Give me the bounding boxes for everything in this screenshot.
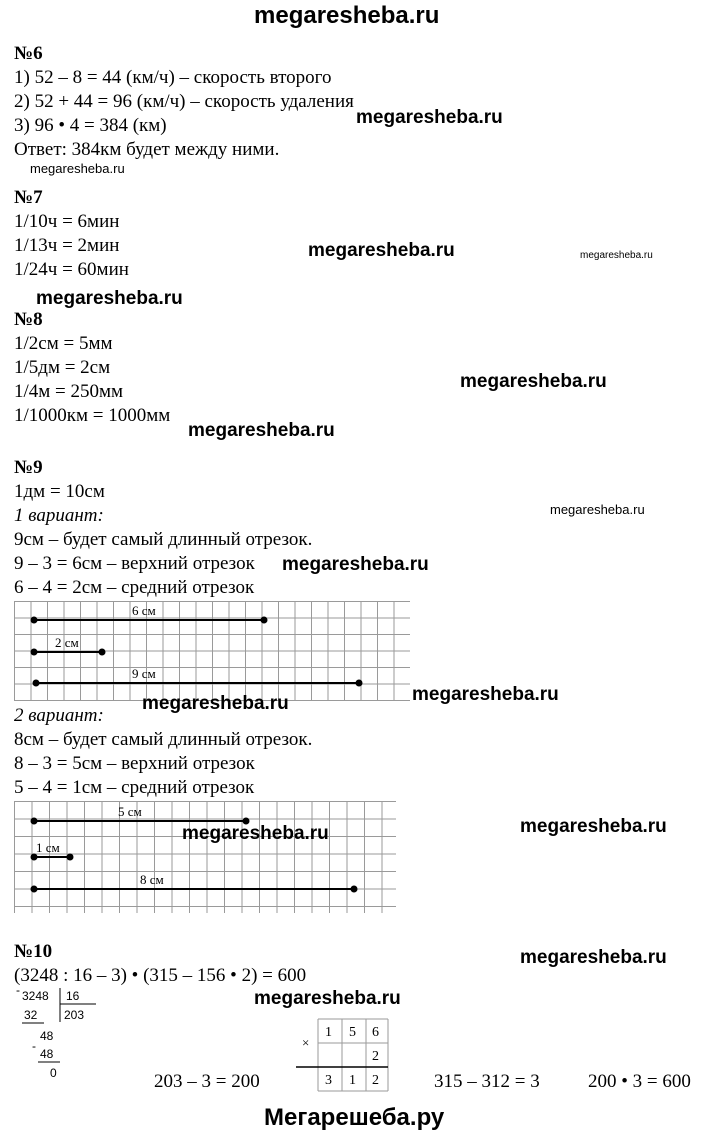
- task10-title: №10: [14, 941, 53, 962]
- task9-variant2-label: 2 вариант:: [14, 705, 104, 726]
- segment-8cm: [31, 872, 358, 893]
- task7-title: №7: [14, 187, 43, 208]
- task7-line-1: 1/10ч = 6мин: [14, 211, 120, 232]
- watermark: megaresheba.ru: [520, 947, 667, 968]
- division-step-3: 48: [40, 1047, 54, 1061]
- task6-line-3: 3) 96 • 4 = 384 (км): [14, 115, 167, 136]
- task6-line-1: 1) 52 – 8 = 44 (км/ч) – скорость второго: [14, 67, 332, 88]
- task9-variant2-line-2: 8 – 3 = 5см – верхний отрезок: [14, 753, 255, 774]
- division-step-1: 32: [24, 1008, 38, 1022]
- division-divisor: 16: [66, 989, 80, 1003]
- segment-label-8cm: 8 см: [140, 872, 164, 887]
- segment-grid-2: [14, 801, 396, 913]
- segment-grid-1: [14, 601, 410, 701]
- task9-variant1-label: 1 вариант:: [14, 505, 104, 526]
- segment-label-9cm: 9 см: [132, 666, 156, 681]
- task8-line-4: 1/1000км = 1000мм: [14, 405, 171, 426]
- watermark: megaresheba.ru: [550, 502, 645, 517]
- watermark: megaresheba.ru: [580, 250, 653, 261]
- task6-title: №6: [14, 43, 43, 64]
- watermark: megaresheba.ru: [188, 420, 335, 441]
- division-quotient: 203: [64, 1008, 85, 1022]
- task8-line-3: 1/4м = 250мм: [14, 381, 124, 402]
- mult-top-digit-2: 5: [349, 1025, 356, 1040]
- task9-variant1-line-2: 9 – 3 = 6см – верхний отрезок: [14, 553, 255, 574]
- watermark: megaresheba.ru: [30, 161, 125, 176]
- segment-label-6cm: 6 см: [132, 603, 156, 618]
- multiplication-sign: ×: [302, 1035, 310, 1050]
- task9-title: №9: [14, 457, 43, 478]
- segment-label-5cm: 5 см: [118, 804, 142, 819]
- task9-variant1-line-1: 9см – будет самый длинный отрезок.: [14, 529, 313, 550]
- watermark: megaresheba.ru: [460, 371, 607, 392]
- watermark: megaresheba.ru: [182, 823, 329, 844]
- task9-variant2-line-1: 8см – будет самый длинный отрезок.: [14, 729, 313, 750]
- task10-result-3: 200 • 3 = 600: [588, 1071, 691, 1092]
- mult-result-digit-1: 3: [325, 1073, 332, 1088]
- watermark: megaresheba.ru: [520, 816, 667, 837]
- task10-expression: (3248 : 16 – 3) • (315 – 156 • 2) = 600: [14, 965, 307, 986]
- mult-top-digit-3: 6: [372, 1025, 379, 1040]
- mult-result-digit-2: 1: [349, 1073, 356, 1088]
- watermark: megaresheba.ru: [412, 684, 559, 705]
- segment-label-2cm: 2 см: [55, 635, 79, 650]
- mult-multiplier: 2: [372, 1049, 379, 1064]
- task9-variant2-line-3: 5 – 4 = 1см – средний отрезок: [14, 777, 255, 798]
- watermark: megaresheba.ru: [142, 693, 289, 714]
- segment-5cm: [31, 804, 250, 825]
- multiplication-grid: [294, 1017, 390, 1093]
- task10-result-2: 315 – 312 = 3: [434, 1071, 540, 1092]
- division-minus-2: -: [32, 1039, 36, 1053]
- task7-line-2: 1/13ч = 2мин: [14, 235, 120, 256]
- task7-line-3: 1/24ч = 60мин: [14, 259, 129, 280]
- watermark: megaresheba.ru: [308, 240, 455, 261]
- mult-result-digit-3: 2: [372, 1073, 379, 1088]
- long-division: [14, 986, 110, 1086]
- watermark: megaresheba.ru: [36, 288, 183, 309]
- site-header: megaresheba.ru: [254, 2, 440, 29]
- segment-6cm: [31, 603, 268, 624]
- division-minus-1: -: [16, 986, 20, 997]
- task9-variant1-line-3: 6 – 4 = 2см – средний отрезок: [14, 577, 255, 598]
- task8-line-1: 1/2см = 5мм: [14, 333, 113, 354]
- mult-top-digit-1: 1: [325, 1025, 332, 1040]
- segment-9cm: [33, 666, 363, 687]
- watermark: megaresheba.ru: [282, 554, 429, 575]
- division-step-2: 48: [40, 1029, 54, 1043]
- task6-line-2: 2) 52 + 44 = 96 (км/ч) – скорость удаления: [14, 91, 354, 112]
- task8-title: №8: [14, 309, 43, 330]
- task9-intro: 1дм = 10см: [14, 481, 105, 502]
- watermark: megaresheba.ru: [254, 988, 401, 1009]
- segment-2cm: [31, 635, 106, 656]
- task8-line-2: 1/5дм = 2см: [14, 357, 111, 378]
- task10-result-1: 203 – 3 = 200: [154, 1071, 260, 1092]
- watermark: megaresheba.ru: [356, 107, 503, 128]
- segment-label-1cm: 1 см: [36, 840, 60, 855]
- task6-answer: Ответ: 384км будет между ними.: [14, 139, 280, 160]
- site-footer: Мегарешеба.ру: [264, 1104, 445, 1131]
- division-dividend: 3248: [22, 989, 49, 1003]
- division-remainder: 0: [50, 1066, 57, 1080]
